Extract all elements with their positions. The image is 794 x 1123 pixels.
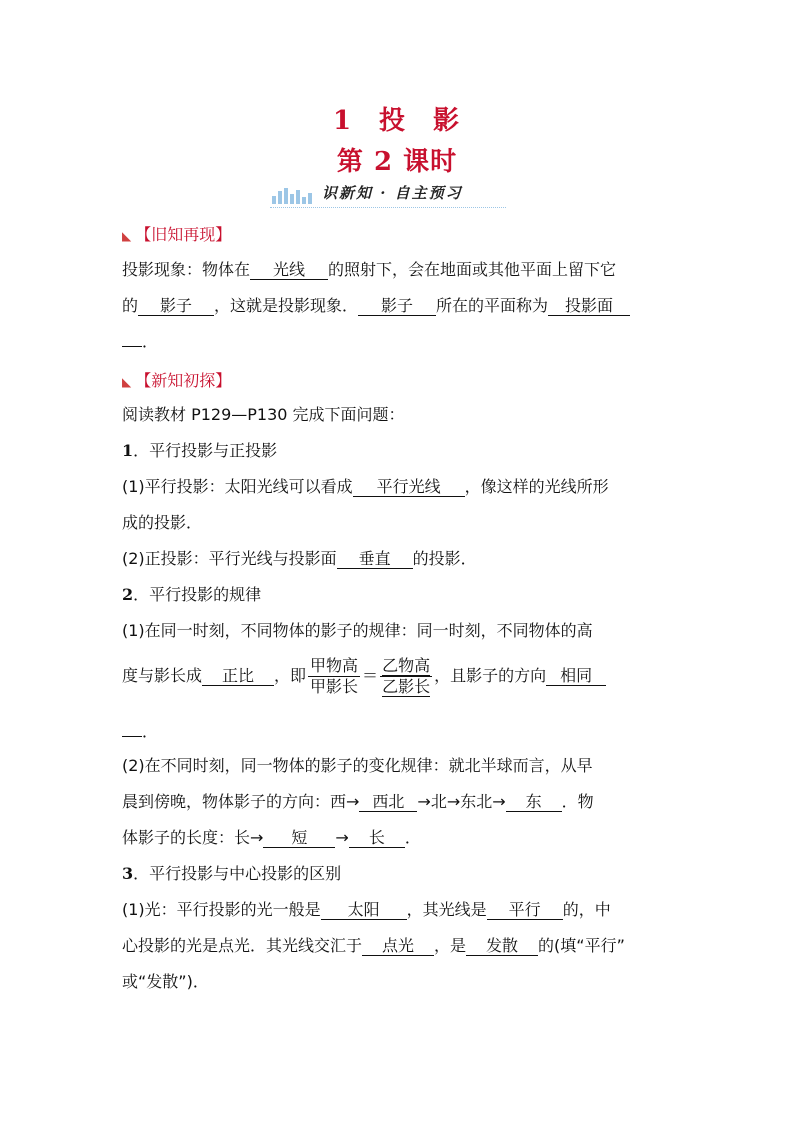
new-heading <box>122 368 231 391</box>
title-char-1: 投 <box>379 106 408 136</box>
review-heading <box>122 222 231 245</box>
answer-blank-tail <box>122 736 142 737</box>
answer-blank: 相同 <box>546 666 606 686</box>
section-1-title <box>122 441 682 461</box>
lesson-number: 1 <box>332 106 354 136</box>
fraction-a <box>308 656 360 697</box>
answer-blank: 光线 <box>250 260 328 280</box>
text: 的照射下，会在地面或其他平面上留下它 <box>328 260 617 279</box>
text: ．物 <box>561 792 594 811</box>
text: 心投影的光是点光．其光线交汇于 <box>122 936 363 955</box>
text: 体影子的长度：长→ <box>122 828 264 847</box>
text: (1)光：平行投影的光一般是 <box>122 900 321 919</box>
answer-blank: 垂直 <box>337 549 413 569</box>
banner-text: 识新知 · 自主预习 <box>322 184 463 202</box>
text: ． <box>142 332 159 351</box>
answer-blank: 长 <box>349 828 405 848</box>
text: 甲影长 <box>310 677 359 696</box>
text: ．平行投影与正投影 <box>133 441 278 460</box>
text: 1 <box>122 441 134 460</box>
text <box>380 656 432 677</box>
text: 2 <box>122 585 134 604</box>
q1-line-1: (1)在同一时刻，不同物体的影子的规律：同一时刻，不同物体的高 <box>122 621 593 640</box>
section-3-title <box>122 864 682 884</box>
answer-blank: 影子 <box>138 296 214 316</box>
skyline-icon <box>270 188 318 204</box>
text: ．平行投影的规律 <box>133 585 262 604</box>
text: 3 <box>122 864 134 883</box>
review-line-1 <box>122 260 682 280</box>
text: ．平行投影与中心投影的区别 <box>133 864 342 883</box>
text: →北→东北→ <box>417 792 506 811</box>
text: 乙物高 <box>382 656 431 675</box>
text: ． <box>142 722 159 741</box>
text: 的 <box>122 296 139 315</box>
text: 乙影长 <box>382 677 431 696</box>
p1-line-2: 成的投影． <box>122 513 203 532</box>
text: (2)正投影：平行光线与投影面 <box>122 549 337 568</box>
text: (1)平行投影：太阳光线可以看成 <box>122 477 353 496</box>
answer-blank-tail <box>122 346 142 347</box>
r1-line-3: 或“发散”)． <box>122 972 209 991</box>
section-banner <box>270 182 506 208</box>
answer-blank: 发散 <box>466 936 538 956</box>
title-char-2: 影 <box>433 106 462 136</box>
text: ＝ <box>362 666 379 685</box>
q1-line-3 <box>122 722 682 742</box>
text: 晨到傍晚，物体影子的方向：西→ <box>122 792 360 811</box>
q2-line-2 <box>122 792 682 812</box>
answer-blank: 正比 <box>202 666 274 686</box>
r1-line-1 <box>122 900 682 920</box>
r1-line-2 <box>122 936 682 956</box>
bookmark-icon: ◣ <box>122 229 132 243</box>
text: 所在的平面称为 <box>436 296 549 315</box>
section-2-title <box>122 585 682 605</box>
answer-blank: 平行 <box>487 900 563 920</box>
text: 甲物高 <box>310 656 359 675</box>
text: ． <box>404 828 421 847</box>
text: ，且影子的方向 <box>434 666 547 685</box>
answer-blank: 平行光线 <box>353 477 465 497</box>
review-line-2 <box>122 296 682 316</box>
text <box>380 677 432 697</box>
answer-blank: 西北 <box>359 792 417 812</box>
text: 的投影． <box>412 549 477 568</box>
text: ，即 <box>274 666 307 685</box>
lesson-subtitle: 第 2 课时 <box>336 147 458 177</box>
p1-line-1 <box>122 477 682 497</box>
answer-blank: 太阳 <box>321 900 407 920</box>
text: ，这就是投影现象． <box>214 296 359 315</box>
answer-blank: 投影面 <box>548 296 630 316</box>
new-heading-text: 【新知初探】 <box>135 371 232 390</box>
review-heading-text: 【旧知再现】 <box>135 225 232 244</box>
q2-line-3 <box>122 828 682 848</box>
q2-line-1: (2)在不同时刻，同一物体的影子的变化规律：就北半球而言，从早 <box>122 756 593 775</box>
lesson-title <box>0 100 794 137</box>
text: ，像这样的光线所形 <box>464 477 609 496</box>
answer-blank: 影子 <box>358 296 436 316</box>
q1-line-2 <box>122 656 682 700</box>
p2-line <box>122 549 682 569</box>
bookmark-icon: ◣ <box>122 375 132 389</box>
intro-line: 阅读教材 P129—P130 完成下面问题： <box>122 405 405 424</box>
text: 投影现象：物体在 <box>122 260 251 279</box>
review-line-3 <box>122 332 682 352</box>
text: 的，中 <box>562 900 611 919</box>
banner-divider <box>270 207 506 208</box>
answer-blank: 点光 <box>362 936 434 956</box>
text: 度与影长成 <box>122 666 203 685</box>
answer-blank: 短 <box>263 828 335 848</box>
text: → <box>335 828 349 847</box>
text: ，是 <box>434 936 467 955</box>
text: ，其光线是 <box>406 900 487 919</box>
text: 的(填“平行” <box>538 936 625 955</box>
answer-blank: 东 <box>506 792 562 812</box>
fraction-b <box>380 656 432 697</box>
